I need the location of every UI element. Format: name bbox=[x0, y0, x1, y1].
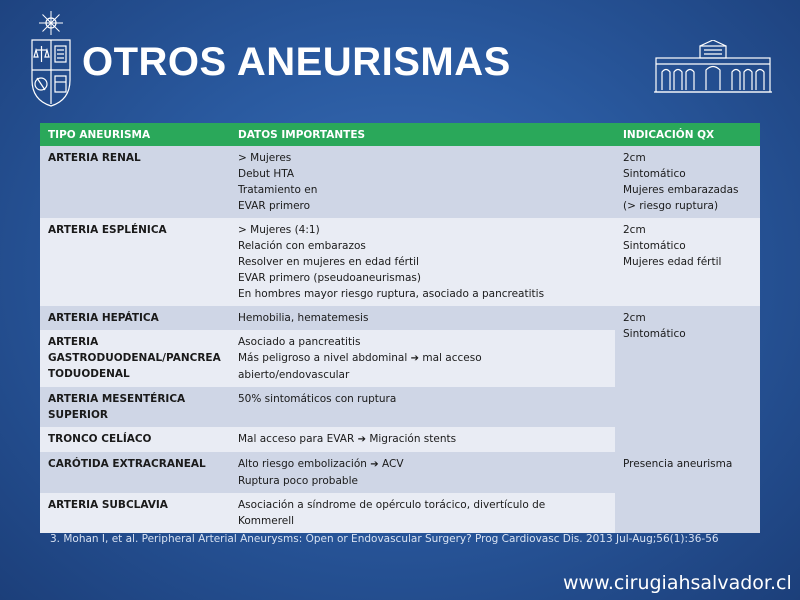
cell-text: 50% sintomáticos con ruptura bbox=[238, 393, 397, 405]
table-header-row bbox=[40, 123, 760, 146]
cell-text: mal acceso bbox=[422, 352, 482, 364]
website-link[interactable]: www.cirugiahsalvador.cl bbox=[563, 572, 792, 594]
arrow-right-icon: ➔ bbox=[357, 434, 366, 445]
cell-text: EVAR primero bbox=[238, 200, 311, 212]
table-row bbox=[40, 306, 760, 330]
cell-text: ARTERIA SUBCLAVIA bbox=[48, 499, 168, 511]
cell-text: (> riesgo ruptura) bbox=[623, 200, 719, 212]
row-data bbox=[230, 452, 615, 493]
row-data bbox=[230, 493, 615, 533]
row-name bbox=[40, 452, 230, 493]
cell-text: Tratamiento en bbox=[238, 184, 318, 196]
row-data bbox=[230, 306, 615, 330]
row-name bbox=[40, 306, 230, 330]
header-tipo-aneurisma: TIPO ANEURISMA bbox=[40, 123, 230, 146]
cell-text: Asociación a síndrome de opérculo torácico, divertículo de bbox=[238, 499, 546, 511]
cell-text: Hemobilia, hematemesis bbox=[238, 312, 369, 324]
cell-text: 2cm bbox=[623, 152, 646, 164]
cell-text: TODUODENAL bbox=[48, 368, 130, 380]
cell-text: ARTERIA ESPLÉNICA bbox=[48, 224, 167, 236]
row-name bbox=[40, 387, 230, 427]
cell-text: Presencia aneurisma bbox=[623, 458, 733, 470]
row-data bbox=[230, 427, 615, 452]
row-name bbox=[40, 427, 230, 452]
citation-text: 3. Mohan I, et al. Peripheral Arterial Aneurysms: Open or Endovascular Surgery? Prog Cardiovasc Dis. 2013 Jul-Aug;56(1):36-56 bbox=[50, 533, 719, 545]
cell-text: EVAR primero (pseudoaneurismas) bbox=[238, 272, 421, 284]
cell-text: 2cm bbox=[623, 224, 646, 236]
row-data bbox=[230, 330, 615, 387]
cell-text: GASTRODUODENAL/PANCREA bbox=[48, 352, 221, 364]
table-row bbox=[40, 452, 760, 493]
cell-text: Asociado a pancreatitis bbox=[238, 336, 361, 348]
cell-text-with-arrow bbox=[238, 431, 607, 448]
table-row bbox=[40, 146, 760, 218]
row-name bbox=[40, 146, 230, 218]
cell-text: ARTERIA bbox=[48, 336, 99, 348]
header-datos-importantes: DATOS IMPORTANTES bbox=[230, 123, 615, 146]
cell-text: Debut HTA bbox=[238, 168, 294, 180]
cell-text: > Mujeres bbox=[238, 152, 292, 164]
cell-text: Kommerell bbox=[238, 515, 295, 527]
cell-text: Sintomático bbox=[623, 168, 686, 180]
cell-text: ARTERIA HEPÁTICA bbox=[48, 312, 159, 324]
cell-text: 2cm bbox=[623, 312, 646, 324]
cell-text: ACV bbox=[381, 458, 404, 470]
row-indication bbox=[615, 218, 760, 306]
cell-text: TRONCO CELÍACO bbox=[48, 433, 152, 445]
row-name bbox=[40, 493, 230, 533]
cell-text: Sintomático bbox=[623, 328, 686, 340]
table-row bbox=[40, 218, 760, 306]
cell-text: Alto riesgo embolización bbox=[238, 458, 367, 470]
header-indicacion-qx: INDICACIÓN QX bbox=[615, 123, 760, 146]
cell-text: Mujeres edad fértil bbox=[623, 256, 722, 268]
cell-text: ARTERIA RENAL bbox=[48, 152, 141, 164]
cell-text: Mal acceso para EVAR bbox=[238, 433, 355, 445]
cell-text: Ruptura poco probable bbox=[238, 475, 358, 487]
cell-text: En hombres mayor riesgo ruptura, asociado a pancreatitis bbox=[238, 288, 545, 300]
cell-text: SUPERIOR bbox=[48, 409, 108, 421]
row-data bbox=[230, 218, 615, 306]
page-title: OTROS ANEURISMAS bbox=[82, 40, 511, 84]
cell-text: Migración stents bbox=[369, 433, 457, 445]
cell-text: CARÓTIDA EXTRACRANEAL bbox=[48, 458, 206, 470]
aneurysm-table bbox=[40, 123, 760, 533]
cell-text-with-arrow bbox=[238, 350, 607, 367]
cell-text: abierto/endovascular bbox=[238, 369, 350, 381]
cell-text: > Mujeres (4:1) bbox=[238, 224, 320, 236]
row-name bbox=[40, 218, 230, 306]
cell-text: ARTERIA MESENTÉRICA bbox=[48, 393, 186, 405]
row-indication bbox=[615, 146, 760, 218]
hospital-building-icon bbox=[654, 40, 772, 94]
arrow-right-icon: ➔ bbox=[370, 459, 379, 470]
cell-text: Relación con embarazos bbox=[238, 240, 366, 252]
cell-text: Resolver en mujeres en edad fértil bbox=[238, 256, 419, 268]
row-data bbox=[230, 146, 615, 218]
group-indication-cervical bbox=[615, 452, 760, 533]
row-data bbox=[230, 387, 615, 427]
cell-text-with-arrow bbox=[238, 456, 607, 473]
cell-text: Sintomático bbox=[623, 240, 686, 252]
arrow-right-icon: ➔ bbox=[410, 353, 420, 364]
group-indication-visceral bbox=[615, 306, 760, 452]
university-crest-icon bbox=[28, 10, 74, 108]
cell-text: Mujeres embarazadas bbox=[623, 184, 739, 196]
row-name bbox=[40, 330, 230, 387]
cell-text: Más peligroso a nivel abdominal bbox=[238, 352, 408, 364]
